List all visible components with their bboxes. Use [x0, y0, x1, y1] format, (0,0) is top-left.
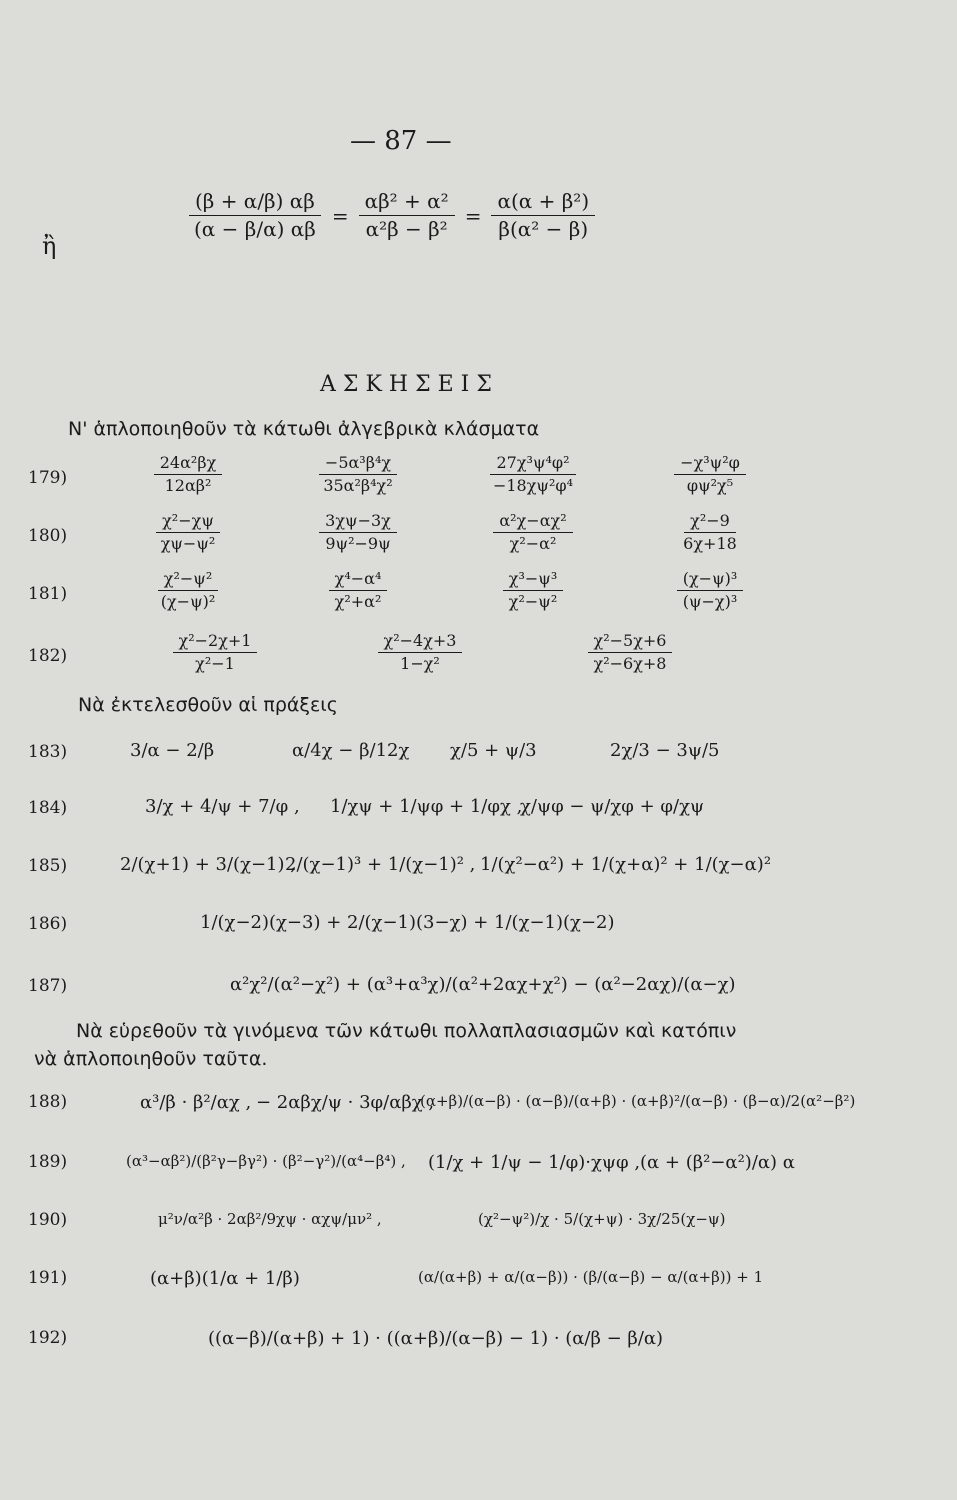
expression: 2/(χ+1) + 3/(χ−1) ,	[120, 854, 296, 875]
instruction-products-line1: Νὰ εὑρεθοῦν τὰ γινόμενα τῶν κάτωθι πολλαπλασιασμῶν καὶ κατόπιν	[76, 1020, 737, 1042]
fraction: $\frac{\text{24α²βχ}}{\text{12αβ²}}$	[128, 452, 248, 496]
fraction: $\frac{\text{−5α³β⁴χ}}{\text{35α²β⁴χ²}}$	[298, 452, 418, 496]
intro-fraction-1	[359, 188, 455, 243]
exercise-180	[128, 510, 765, 554]
exercise-label: 186)	[28, 914, 68, 934]
exercise-label: 181)	[28, 584, 68, 604]
intro-fraction-2-denominator: β(α² − β)	[498, 217, 589, 241]
expression: (χ²−ψ²)/χ · 5/(χ+ψ) · 3χ/25(χ−ψ)	[478, 1210, 726, 1228]
exercise-label: 180)	[28, 526, 68, 546]
exercise-label: 188)	[28, 1092, 68, 1112]
expression: χ/5 + ψ/3	[450, 740, 537, 761]
fraction: $\frac{\text{(χ−ψ)³}}{\text{(ψ−χ)³}}$	[655, 568, 765, 612]
fraction: $\frac{\text{χ²−ψ²}}{\text{(χ−ψ)²}}$	[128, 568, 248, 612]
fraction: $\frac{\text{χ²−9}}{6\chi+18}$	[683, 511, 737, 553]
expression: μ²ν/α²β · 2αβ²/9χψ · αχψ/μν² ,	[158, 1210, 382, 1228]
exercise-label: 179)	[28, 468, 68, 488]
intro-fraction-2-numerator: α(α + β²)	[491, 188, 595, 216]
section-heading: ΑΣΚΗΣΕΙΣ	[320, 372, 499, 397]
instruction-simplify: Ν' ἁπλοποιηθοῦν τὰ κάτωθι ἀλγεβρικὰ κλάσματα	[68, 418, 540, 440]
intro-fraction-2	[491, 188, 595, 243]
fraction: $\frac{\text{χ³−ψ³}}{\text{χ²−ψ²}}$	[473, 568, 593, 612]
fraction: $\frac{\text{27χ³ψ⁴φ²}}{\text{−18χψ²φ⁴}}$	[473, 452, 593, 496]
expression: α²χ²/(α²−χ²) + (α³+α³χ)/(α²+2αχ+χ²) − (α²−2αχ)/(α−χ)	[230, 974, 736, 995]
intro-equation	[188, 188, 595, 243]
exercise-label: 182)	[28, 646, 68, 666]
intro-big-denominator: (α − β/α) αβ	[194, 217, 316, 241]
exercise-label: 190)	[28, 1210, 68, 1230]
exercise-label: 192)	[28, 1328, 68, 1348]
instruction-operations: Νὰ ἐκτελεσθοῦν αἱ πράξεις	[78, 694, 338, 716]
expression: 2χ/3 − 3ψ/5	[610, 740, 720, 761]
fraction: $\frac{\text{χ⁴−α⁴}}{\text{χ²+α²}}$	[298, 568, 418, 612]
fraction: $\frac{3\chi\psi-3\chi}{\text{9ψ²−9ψ}}$	[298, 510, 418, 554]
expression: (α + (β²−α²)/α) α	[640, 1152, 795, 1173]
expression: α³/β · β²/αχ ,	[140, 1092, 252, 1113]
exercise-label: 183)	[28, 742, 68, 762]
exercise-label: 184)	[28, 798, 68, 818]
expression: ((α−β)/(α+β) + 1) · ((α+β)/(α−β) − 1) · (α/β − β/α)	[208, 1328, 664, 1349]
expression: (α³−αβ²)/(β²γ−βγ²) · (β²−γ²)/(α⁴−β⁴) ,	[126, 1152, 406, 1170]
exercise-label: 185)	[28, 856, 68, 876]
exercise-label: 191)	[28, 1268, 68, 1288]
exercise-181	[128, 568, 765, 612]
expression: 1/(χ²−α²) + 1/(χ+α)² + 1/(χ−α)²	[480, 854, 772, 875]
expression: − 2αβχ/ψ · 3φ/αβχ ,	[256, 1092, 435, 1113]
instruction-products-line2: νὰ ἁπλοποιηθοῦν ταῦτα.	[34, 1048, 268, 1070]
fraction: $\frac{\text{χ²−χψ}}{\text{χψ−ψ²}}$	[128, 510, 248, 554]
fraction: $\frac{\text{−χ³ψ²φ}}{\text{φψ²χ⁵}}$	[655, 452, 765, 496]
expression: (α+β)/(α−β) · (α−β)/(α+β) · (α+β)²/(α−β) · (β−α)/2(α²−β²)	[420, 1092, 856, 1110]
expression: 2/(χ−1)³ + 1/(χ−1)² ,	[285, 854, 476, 875]
exercise-label: 187)	[28, 976, 68, 996]
equals-sign: =	[464, 203, 482, 228]
expression: (α+β)(1/α + 1/β)	[150, 1268, 300, 1289]
expression: 1/(χ−2)(χ−3) + 2/(χ−1)(3−χ) + 1/(χ−1)(χ−2)	[200, 912, 615, 933]
intro-fraction-1-numerator: αβ² + α²	[359, 188, 455, 216]
equals-sign: =	[331, 203, 349, 228]
expression: (1/χ + 1/ψ − 1/φ)·χψφ ,	[428, 1152, 641, 1173]
expression: χ/ψφ − ψ/χφ + φ/χψ	[520, 796, 705, 817]
fraction: $\frac{\text{χ²−4χ+3}}{\text{1−χ²}}$	[355, 630, 485, 674]
intro-fraction-1-denominator: α²β − β²	[365, 217, 448, 241]
intro-big-fraction	[188, 188, 322, 243]
intro-big-numerator: (β + α/β) αβ	[189, 188, 321, 216]
exercise-label: 189)	[28, 1152, 68, 1172]
exercise-179	[128, 452, 765, 496]
expression: α/4χ − β/12χ	[292, 740, 410, 761]
expression: (α/(α+β) + α/(α−β)) · (β/(α−β) − α/(α+β)) + 1	[418, 1268, 764, 1286]
page-number: — 87 —	[350, 126, 452, 156]
fraction: $\frac{\text{χ²−5χ+6}}{\text{χ²−6χ+8}}$	[565, 630, 695, 674]
fraction: $\frac{\text{α²χ−αχ²}}{\text{χ²−α²}}$	[473, 510, 593, 554]
fraction: $\frac{\text{χ²−2χ+1}}{\text{χ²−1}}$	[150, 630, 280, 674]
intro-prefix: ἢ	[42, 232, 57, 260]
exercise-182	[150, 630, 695, 674]
expression: 1/χψ + 1/ψφ + 1/φχ ,	[330, 796, 523, 817]
expression: 3/α − 2/β	[130, 740, 215, 761]
expression: 3/χ + 4/ψ + 7/φ ,	[145, 796, 300, 817]
